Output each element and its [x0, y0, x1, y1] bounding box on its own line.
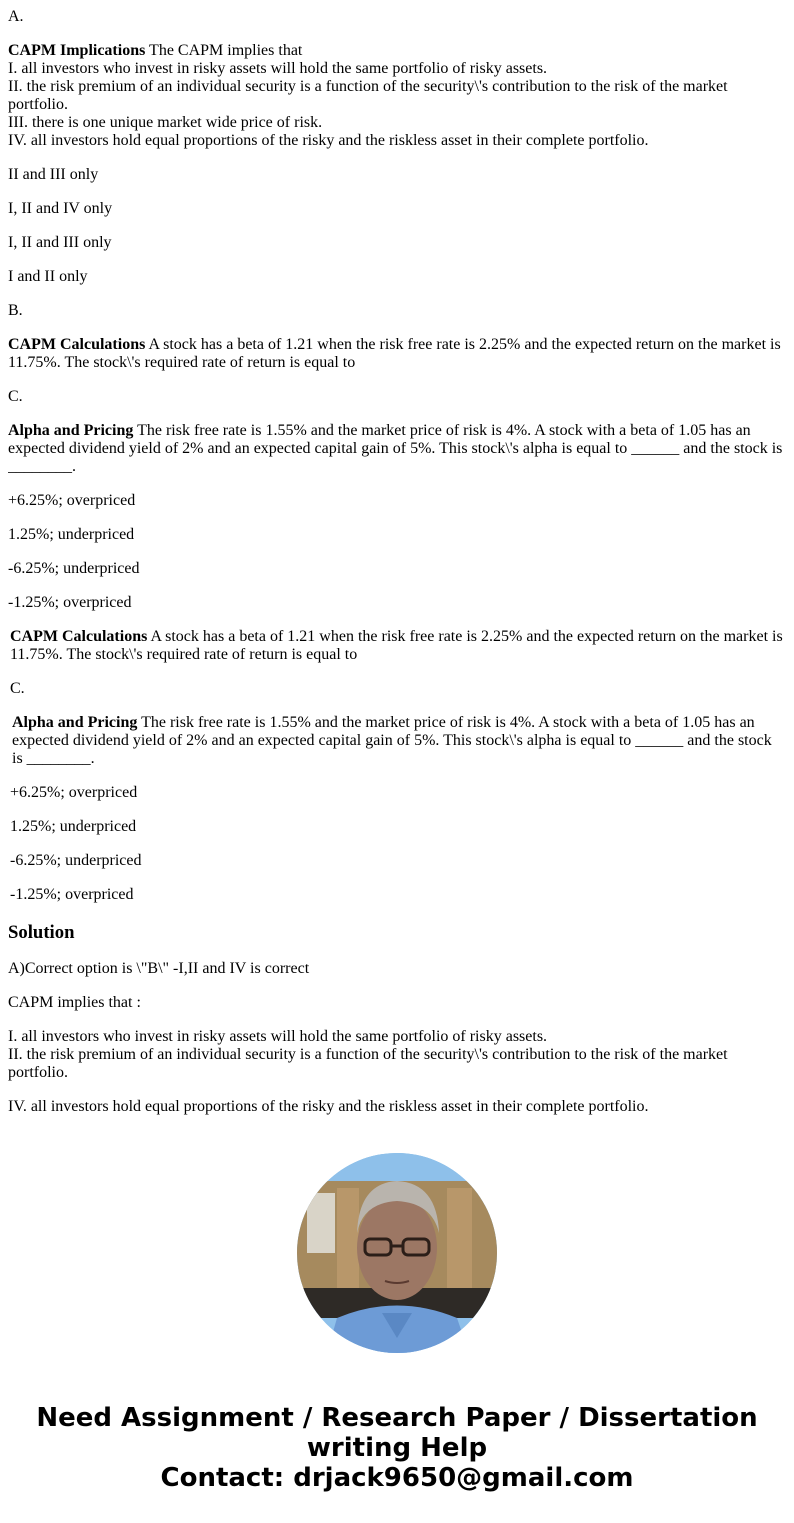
question-b-label: B.	[8, 302, 23, 319]
option-a4: I and II only	[8, 268, 88, 285]
solution-statements	[8, 1028, 786, 1082]
option-c2: 1.25%; underpriced	[8, 526, 135, 543]
statement-iii: III. there is one unique market wide price of risk.	[8, 114, 323, 131]
solution-statement-ii: II. the risk premium of an individual security is a function of the security\'s contribution to the risk of the market portfolio.	[8, 1046, 728, 1081]
author-avatar	[297, 1153, 497, 1353]
contact-banner	[0, 1403, 794, 1493]
repeat-question-b-text: A stock has a beta of 1.21 when the risk free rate is 2.25% and the expected return on the market is 11.75%. The stock\'s required rate of return is equal to	[10, 628, 783, 663]
option-a2: I, II and IV only	[8, 200, 113, 217]
statement-ii: II. the risk premium of an individual security is a function of the security\'s contribution to the risk of the market portfolio.	[8, 78, 728, 113]
option-c4: -1.25%; overpriced	[8, 594, 132, 611]
repeat-question-c-title: Alpha and Pricing	[12, 714, 138, 731]
banner-line-1: Need Assignment / Research Paper / Dissertation	[36, 1403, 758, 1433]
question-a	[8, 42, 786, 150]
question-c-text: The risk free rate is 1.55% and the market price of risk is 4%. A stock with a beta of 1.05 has an expected dividend yield of 2% and an expected capital gain of 5%. This stock\'s alpha is equal to ______ and the stock is ________.	[8, 422, 783, 475]
repeat-option-c1: +6.25%; overpriced	[10, 784, 138, 801]
question-b	[8, 336, 786, 372]
question-a-title: CAPM Implications	[8, 42, 146, 59]
document-content	[8, 0, 786, 1124]
statement-i: I. all investors who invest in risky assets will hold the same portfolio of risky assets.	[8, 60, 548, 77]
repeat-option-c4: -1.25%; overpriced	[10, 886, 134, 903]
author-portrait-icon	[297, 1153, 497, 1353]
solution-answer: A)Correct option is \"B\" -I,II and IV is correct	[8, 960, 310, 977]
repeat-question-c-label: C.	[10, 680, 25, 697]
question-c	[8, 422, 786, 476]
question-c-label: C.	[8, 388, 23, 405]
repeat-question-c-text: The risk free rate is 1.55% and the market price of risk is 4%. A stock with a beta of 1.05 has an expected dividend yield of 2% and an expected capital gain of 5%. This stock\'s alpha is equal to ______ and the stock is ________.	[12, 714, 772, 767]
option-a3: I, II and III only	[8, 234, 112, 251]
repeated-question-block	[8, 628, 786, 904]
solution-heading: Solution	[8, 922, 75, 943]
option-c1: +6.25%; overpriced	[8, 492, 136, 509]
solution-intro: CAPM implies that :	[8, 994, 141, 1011]
repeat-question-c	[10, 714, 786, 768]
option-a1: II and III only	[8, 166, 99, 183]
question-a-label: A.	[8, 8, 24, 25]
question-a-intro: The CAPM implies that	[145, 42, 303, 59]
repeat-question-b	[10, 628, 786, 664]
repeat-option-c3: -6.25%; underpriced	[10, 852, 142, 869]
banner-line-2: writing Help	[306, 1433, 488, 1463]
question-b-title: CAPM Calculations	[8, 336, 146, 353]
question-c-title: Alpha and Pricing	[8, 422, 134, 439]
contact-email: Contact: drjack9650@gmail.com	[160, 1463, 634, 1493]
statement-iv: IV. all investors hold equal proportions of the risky and the riskless asset in their complete portfolio.	[8, 132, 649, 149]
repeat-option-c2: 1.25%; underpriced	[10, 818, 137, 835]
repeat-question-b-title: CAPM Calculations	[10, 628, 148, 645]
question-b-text: A stock has a beta of 1.21 when the risk free rate is 2.25% and the expected return on the market is 11.75%. The stock\'s required rate of return is equal to	[8, 336, 781, 371]
solution-statement-i: I. all investors who invest in risky assets will hold the same portfolio of risky assets.	[8, 1028, 548, 1045]
solution-statement-iv: IV. all investors hold equal proportions of the risky and the riskless asset in their complete portfolio.	[8, 1098, 649, 1115]
option-c3: -6.25%; underpriced	[8, 560, 140, 577]
